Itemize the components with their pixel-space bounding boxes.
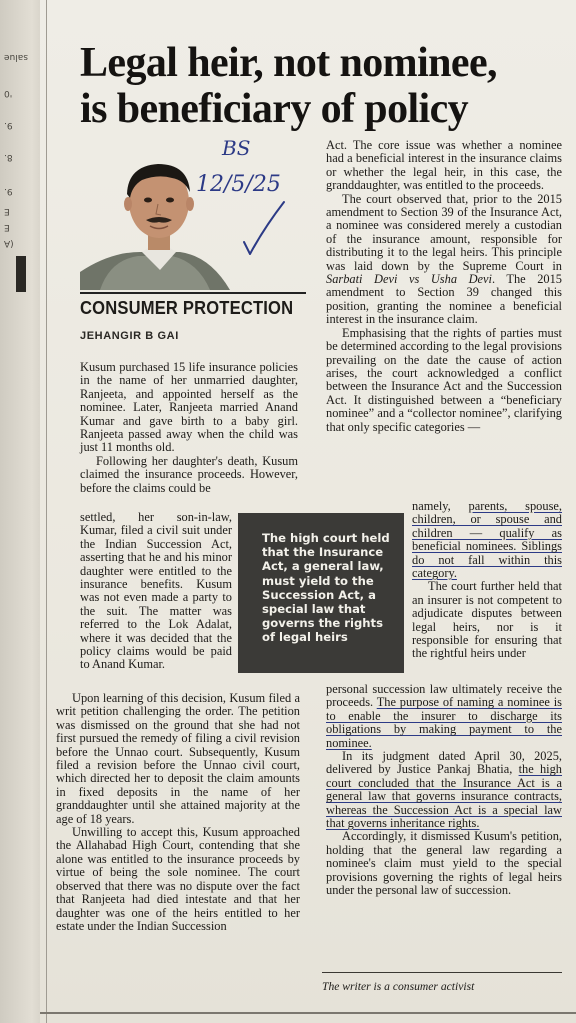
gutter-fragment: 9. <box>4 186 13 196</box>
gutter-fragment: E <box>4 222 10 232</box>
article-text: personal succession law ultimately receive the proceeds. <box>326 682 562 710</box>
article-paragraph: Unwilling to accept this, Kusum approached the Allahabad High Court, contending that she alone was entitled to the insurance proceeds by virtue of being the sole nominee. The court observed that there was no dispute over the fact that Ranjeeta had died intestate and that her daughter was one of the heirs entitled to her estate under the Indian Succession <box>56 825 300 933</box>
article-text: . The 2015 amendment to Section 39 changed this position, granting the nominee a beneficial interest in the insurance claim. <box>326 272 562 327</box>
footer-rule <box>322 972 562 973</box>
article-paragraph <box>326 193 562 327</box>
article-paragraph <box>326 750 562 830</box>
article-paragraph: Act. The core issue was whether a nominee had a beneficial interest in the insurance claims or whether the legal heir, in this case, the granddaughter, was entitled to the proceeds. <box>326 138 562 193</box>
handwritten-date: 12/5/25 <box>196 172 281 197</box>
gutter-fragment: E <box>4 206 10 216</box>
pull-quote-text: The high court held that the Insurance Act, a general law, must yield to the Succession Act, a special law that governs the rights of legal heirs <box>262 531 390 645</box>
pen-underlined-text: parents, spouse, children, or spouse and children — qualify as beneficial nominees. Siblings do not fall within this category. <box>412 499 562 581</box>
article-text: In its judgment dated April 30, 2025, delivered by Justice Pankaj Bhatia, <box>326 749 562 777</box>
headline <box>80 40 560 132</box>
article-paragraph <box>412 500 562 580</box>
article-text: namely, <box>412 499 469 513</box>
section-rule <box>80 292 306 294</box>
adjacent-page-gutter <box>0 0 40 1023</box>
case-name: Sarbati Devi vs Usha Devi <box>326 272 492 287</box>
handwritten-initials: BS <box>222 136 251 160</box>
gutter-fragment: '0 <box>4 88 13 98</box>
pen-underlined-text: The purpose of naming a nominee is to enable the insurer to discharge its obligations by making payment to the nominee. <box>326 695 562 750</box>
column-rule <box>46 0 47 1023</box>
article-paragraph: Kusum purchased 15 life insurance policies in the name of her unmarried daughter, Ranjeeta, and appointed herself as the nominee. Later, Ranjeeta married Anand Kumar and gave birth to a baby girl. Ranjeeta passed away when the child was just 11 months old. <box>80 360 298 455</box>
gutter-fragment: 9. <box>4 120 13 130</box>
article-paragraph: settled, her son-in-law, Kumar, filed a civil suit under the Indian Succession Act, asserting that he and his minor daughter were entitled to the insurance benefits. Kusum was not even made a party to the suit. The matter was referred to the Lok Adalat, where it was decided that the policy claims would be paid to Anand Kumar. <box>80 510 232 672</box>
pen-underlined-text: the high court concluded that the Insurance Act is a general law that governs insurance contracts, whereas the Succession Act is a special law that governs inheritance rights. <box>326 762 563 831</box>
article-column-left-narrow <box>80 511 232 672</box>
article-paragraph <box>326 683 562 750</box>
gutter-fragment: salue <box>4 52 28 62</box>
handwritten-tick-mark <box>240 198 290 258</box>
gutter-fragment: 8. <box>4 152 13 162</box>
gutter-black-bar <box>16 256 26 292</box>
article-paragraph: Following her daughter's death, Kusum claimed the insurance proceeds. However, before the claims could be <box>80 453 298 495</box>
article-column-right-bottom <box>326 683 562 898</box>
article-text: The court observed that, prior to the 2015 amendment to Section 39 of the Insurance Act, a nominee was considered merely a custodian of the insurance amount, responsible for distributing it to the legal heirs. This principle was laid down by the Supreme Court in <box>326 191 562 273</box>
article-column-right-narrow <box>412 500 562 661</box>
article-column-right-top <box>326 139 562 434</box>
article-paragraph: Emphasising that the rights of parties must be determined according to the legal provisions prevailing on the date the cause of action arises, the court acknowledged a conflict between the Insurance Act and the Succession Act. It distinguished between a “beneficiary nominee” and a “collector nominee”, clarifying that only specific categories — <box>326 325 562 434</box>
article-paragraph: Accordingly, it dismissed Kusum's petition, holding that the general law regarding a nominee's claim must yield to the special provisions governing the rights of legal heirs under the personal law of succession. <box>326 829 562 898</box>
page-bottom-rule <box>40 1012 576 1014</box>
gutter-fragment: (A <box>4 238 14 248</box>
author-byline: JEHANGIR B GAI <box>80 330 179 342</box>
headline-line-2: is beneficiary of policy <box>80 86 469 132</box>
headline-line-1: Legal heir, not nominee, <box>80 40 497 86</box>
article-paragraph: Upon learning of this decision, Kusum filed a writ petition challenging the order. The petition was dismissed on the ground that she had not first pursued the remedy of filing a civil revision before the Unnao court. Subsequently, Kusum filed a revision before the Unnao civil court, which directed her to deposit the claim amounts in fixed deposits in the name of her granddaughter until she attained majority at the age of 18 years. <box>56 691 300 826</box>
pull-quote-box <box>238 513 404 673</box>
author-note: The writer is a consumer activist <box>322 980 475 993</box>
article-column-left-top <box>80 361 298 495</box>
article-paragraph: The court further held that an insurer is not competent to adjudicate disputes between legal heirs, nor is it responsible for ensuring that the rightful heirs under <box>412 579 562 661</box>
section-title: CONSUMER PROTECTION <box>80 298 294 318</box>
article-column-left-bottom <box>56 692 300 933</box>
